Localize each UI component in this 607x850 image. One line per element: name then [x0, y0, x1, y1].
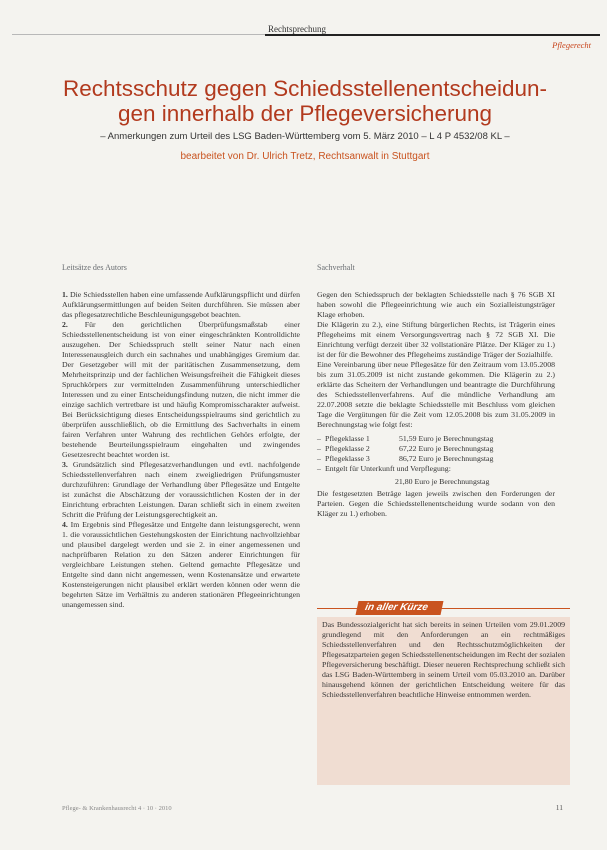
leitsatz-text: Die Schiedsstellen haben eine umfassende Aufklärungspflicht und dürfen Aufklärungsermittlungen auf beiden Seiten durchführen. Sie müssen aber das pflegesatzrechtliche Beschleunigungsgebot beachten.	[62, 290, 300, 319]
category-label: Pflegerecht	[552, 40, 591, 50]
article-author: bearbeitet von Dr. Ulrich Tretz, Rechtsanwalt in Stuttgart	[180, 151, 430, 162]
article-title	[22, 76, 588, 126]
leitsatz-number: 3.	[62, 460, 68, 469]
summary-heading: in aller Kürze	[356, 601, 444, 615]
fee-list	[317, 434, 555, 474]
leitsatz-text: Für den gerichtlichen Überprüfungsmaßstab einer Schiedsstellenentscheidung ist von einer eingeschränkten Kontrolldichte auszugehen. Der Schiedsspruch stellt seiner Natur nach einen Interessenausgleich durch ein sachnahes und unabhängiges Gremium dar. Der Gesetzgeber will mit der paritätischen Zusammensetzung, dem Mehrheitsprinzip und der fachlichen Weisungsfreiheit die Fähigkeit dieses Spruchkörpers zur vermittelnden Zusammenführung unterschiedlicher Interessen und zu einer Entscheidungsfindung nutzen, die nicht immer die einzige sachlich vertretbare ist und häufig Kompromisscharakter aufweist. Bei Berücksichtigung dieses Entscheidungsspielraums sind gerichtlich zu überprüfen ausschließlich, ob die Ermittlung des Sachverhalts in einem fairen Verfahren unter Wahrung des rechtlichen Gehörs erfolgte, der bestehende Beurteilungsspielraum eingehalten und zwingendes Gesetzesrecht beachtet worden ist.	[62, 320, 300, 459]
right-column	[317, 263, 555, 519]
leitsatz-2	[62, 320, 300, 460]
journal-footer: Pflege- & Krankenhausrecht 4 · 10 · 2010	[62, 805, 172, 812]
summary-box	[317, 601, 570, 783]
facts-paragraph-1: Gegen den Schiedsspruch der beklagten Schiedsstelle nach § 76 SGB XI haben sowohl die Pflegeeinrichtung wie auch ein Sozialleistungsträger Klage erhoben.	[317, 290, 555, 319]
fee-amount: 67,22 Euro je Berechnungstag	[399, 444, 494, 453]
lodging-amount: 21,80 Euro je Berechnungstag	[395, 477, 490, 486]
summary-text: Das Bundessozialgericht hat sich bereits in seinen Urteilen vom 29.01.2009 grundlegend mit den Anforderungen an ein rechtmäßiges Schiedsstellenverfahren und den Rechtsschutzmöglichkeiten der Pflegesatzparteien gegen Schiedsstellenentscheidungen im Recht der sozialen Pflegeversicherung beschäftigt. Dieser neueren Rechtsprechung schließt sich das LSG Baden-Württemberg in seinem Urteil vom 05.03.2010 an. Darüber hinausgehend können der gerichtlichen Entscheidung weitere für das Schiedsstellenverfahren beachtliche Hinweise entnommen werden.	[317, 617, 570, 785]
facts-paragraph-3: Eine Vereinbarung über neue Pflegesätze für den Zeitraum vom 13.05.2008 bis zum 31.05.2009 ist nicht zustande gekommen. Die Klägerin zu 2.) erklärte das Scheitern der Verhandlungen und beantragte die Durchführung des Schiedsstellenverfahrens. Auf die mündliche Verhandlung am 22.07.2008 setzte die beklagte Schiedsstelle mit Beschluss vom gleichen Tage die Vergütungen für die Zeit vom 12.05.2008 bis zum 31.05.2009 in Berechnungstag wie folgt fest:	[317, 360, 555, 429]
right-column-heading: Sachverhalt	[317, 263, 355, 272]
header-rule	[12, 34, 265, 35]
article-subtitle: – Anmerkungen zum Urteil des LSG Baden-Württemberg vom 5. März 2010 – L 4 P 4532/08 KL –	[100, 131, 510, 142]
header-rule-bold	[265, 34, 600, 36]
fee-label: Pflegeklasse 3	[325, 454, 370, 463]
lodging-label: Entgelt für Unterkunft und Verpflegung:	[325, 464, 451, 473]
leitsatz-3	[62, 460, 300, 520]
fee-item: – Pflegeklasse 1 51,59 Euro je Berechnungstag	[317, 434, 555, 444]
fee-item: – Pflegeklasse 3 86,72 Euro je Berechnungstag	[317, 454, 555, 464]
facts-paragraph-2: Die Klägerin zu 2.), eine Stiftung bürgerlichen Rechts, ist Trägerin eines Pflegeheims mit einem Versorgungsvertrag nach § 72 SGB XI. Die Einrichtung verfügt derzeit über 32 vollstationäre Plätze. Der Kläger zu 1.) ist der für die Bewohner des Pflegeheims zuständige Träger der Sozialhilfe.	[317, 320, 555, 359]
leitsatz-4	[62, 520, 300, 610]
facts-paragraph-4: Die festgesetzten Beträge lagen jeweils zwischen den Forderungen der Parteien. Gegen die Schiedsstellenentscheidung wurde sodann von den Kläger zu 1.) erhoben.	[317, 489, 555, 518]
fee-amount: 86,72 Euro je Berechnungstag	[399, 454, 494, 463]
summary-header-line	[317, 608, 570, 609]
fee-label: Pflegeklasse 2	[325, 444, 370, 453]
leitsatz-1	[62, 290, 300, 320]
summary-header-band	[317, 601, 570, 615]
leitsatz-number: 1.	[62, 290, 68, 299]
fee-item: – Pflegeklasse 2 67,22 Euro je Berechnungstag	[317, 444, 555, 454]
left-column	[62, 263, 300, 610]
left-column-heading: Leitsätze des Autors	[62, 263, 127, 272]
leitsatz-number: 2.	[62, 320, 68, 329]
leitsatz-text: Grundsätzlich sind Pflegesatzverhandlungen und evtl. nachfolgende Schiedsstellenverfahren nach einem zweigliedrigen Prüfungsmuster durchzuführen: Grundlage der Verhandlung über Pflegesätze und Entgelte ist zunächst die Abschätzung der voraussichtlichen Kosten der in der Einrichtung erbrachten Leistungen. Daran schließt sich in einem zweiten Schritt die Prüfung der Leistungsgerechtigkeit an.	[62, 460, 300, 519]
title-line-1: Rechtsschutz gegen Schiedsstellenentscheidun-	[62, 76, 548, 101]
fee-item-lodging: – Entgelt für Unterkunft und Verpflegung:	[317, 464, 451, 473]
leitsatz-text: Im Ergebnis sind Pflegesätze und Entgelte dann leistungsgerecht, wenn 1. die voraussichtlichen Gestehungskosten der Einrichtung nachvollziehbar und plausibel dargelegt werden und sie 2. in einer angemessenen und nachprüfbaren Relation zu den Sätzen anderer Einrichtungen für vergleichbare Leistungen stehen. Geltend gemachte Pflegesätze und Entgelte sind dann nicht angemessen, wenn Kostenansätze und erwartete Kostensteigerungen nicht plausibel erklärt werden können oder wenn die begehrten Sätze im Verhältnis zu anderen stationären Pflegeeinrichtungen unangemessen sind.	[62, 520, 300, 609]
title-line-2: gen innerhalb der Pflegeversicherung	[118, 101, 492, 126]
leitsatz-number: 4.	[62, 520, 68, 529]
fee-amount: 51,59 Euro je Berechnungstag	[399, 434, 494, 443]
page-number: 11	[555, 803, 563, 812]
section-label: Rechtsprechung	[268, 24, 326, 34]
fee-label: Pflegeklasse 1	[325, 434, 370, 443]
